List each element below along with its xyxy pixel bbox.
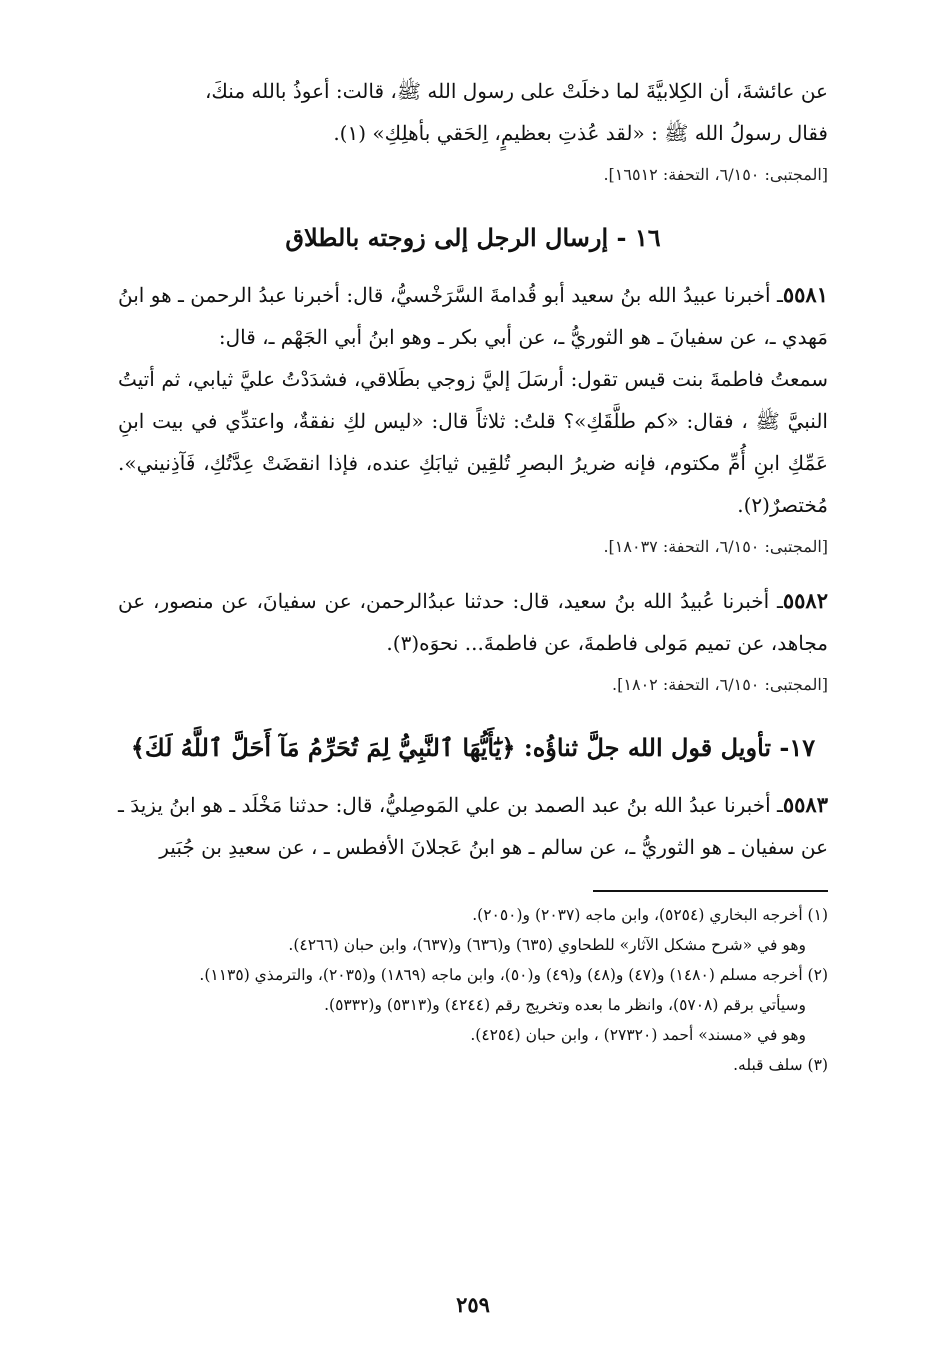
hadith-5581-matn: سمعتُ فاطمةَ بنت قيس تقول: أرسَلَ إليَّ زوجي بطَلاقي، فشدَدْتُ عليَّ ثيابي، ثم أتيتُ النبيَّ ﷺ ، فقال: «كم طلَّقَكِ»؟ قلتُ: ثلاثاً قال: «ليس لكِ نفقةٌ، واعتدِّي في بيت ابنِ عَمِّكِ ابنِ أُمِّ مكتوم، فإنه ضريرُ البصرِ تُلقِين ثيابَكِ عنده، فإذا انقضَتْ عِدَّتُكِ، فَآذِنيني». مُختصرٌ(٢).	[118, 367, 828, 517]
footnote-3: (٣) سلف قبله.	[733, 1056, 828, 1074]
reference-citation: [المجتبى: ٦/١٥٠، التحفة: ١٦٥١٢].	[603, 165, 828, 184]
hadith-text: ـ أخبرنا عُبيدُ الله بنُ سعيد، قال: حدثنا عبدُالرحمن، عن سفيانَ، عن منصور، عن مجاهد، عن تميم مَولى فاطمةَ، عن فاطمةَ... نحوَه(٣).	[118, 589, 828, 655]
continued-hadith-text	[118, 70, 828, 154]
footnotes	[118, 900, 828, 1080]
footnote-1: (١) أخرجه البخاري (٥٢٥٤)، وابن ماجه (٢٠٣٧) و(٢٠٥٠).	[472, 906, 828, 924]
footnote-1-continued: وهو في «شرح مشكل الآثار» للطحاوي (٦٣٥) و(٦٣٦) و(٦٣٧)، وابن حبان (٤٢٦٦).	[288, 936, 806, 954]
footnote-divider	[593, 890, 828, 892]
hadith-text: ـ أخبرنا عبدُ الله بنُ عبد الصمد بن علي المَوصِليُّ، قال: حدثنا مَخْلَد ـ هو ابنُ يزيدَ ـ عن سفيان ـ هو الثوريُّ ـ، عن سالم ـ هو ابنُ عَجلانَ الأفطس ـ ، عن سعيدِ بن جُبَير	[118, 793, 828, 859]
page-number: ٢٥٩	[456, 1292, 490, 1317]
chapter-heading-16: ١٦ - إرسال الرجل إلى زوجته بالطلاق	[285, 223, 661, 252]
reference-citation: [المجتبى: ٦/١٥٠، التحفة: ١٨٠٣٧].	[603, 537, 828, 556]
continued-line-2: فقال رسولُ الله ﷺ : «لقد عُذتِ بعظيمٍ، اِلحَقي بأهلِكِ» (١).	[333, 121, 828, 145]
hadith-isnad-text: ـ أخبرنا عبيدُ الله بنُ سعيد أبو قُدامةَ السَّرَخْسيُّ، قال: أخبرنا عبدُ الرحمن ـ هو ابنُ مَهدي ـ، عن سفيانَ ـ هو الثوريُّ ـ، عن أبي بكر ـ وهو ابنُ أبي الجَهْم ـ، قال:	[118, 283, 828, 349]
hadith-5583	[118, 784, 828, 868]
reference-citation: [المجتبى: ٦/١٥٠، التحفة: ١٨٠٢].	[612, 675, 828, 694]
hadith-5582	[118, 580, 828, 664]
footnote-2: (٢) أخرجه مسلم (١٤٨٠) و(٤٧) و(٤٨) و(٤٩) و(٥٠)، وابن ماجه (١٨٦٩) و(٢٠٣٥)، والترمذي (١١٣٥).	[199, 966, 828, 984]
hadith-number: ٥٥٨٢	[782, 588, 828, 613]
chapter-heading-17: ١٧- تأويل قول الله جلَّ ثناؤُه: ﴿يَٰٓأَيُّهَا ٱلنَّبِيُّ لِمَ تُحَرِّمُ مَآ أَحَلَّ ٱللَّهُ لَكَ﴾	[130, 733, 816, 762]
footnote-2-continued: وسيأتي برقم (٥٧٠٨)، وانظر ما بعده وتخريج رقم (٤٢٤٤) و(٥٣١٣) و(٥٣٣٢).	[324, 996, 806, 1014]
continued-line-1: عن عائشةَ، أن الكِلابيَّةَ لما دخلَتْ على رسول الله ﷺ، قالت: أعوذُ بالله منكَ،	[204, 79, 828, 103]
footnote-2-continued: وهو في «مسند» أحمد (٢٧٣٢٠) ، وابن حبان (٤٢٥٤).	[470, 1026, 806, 1044]
hadith-5581-isnad	[118, 274, 828, 358]
hadith-number: ٥٥٨٣	[782, 792, 828, 817]
hadith-number: ٥٥٨١	[782, 282, 828, 307]
